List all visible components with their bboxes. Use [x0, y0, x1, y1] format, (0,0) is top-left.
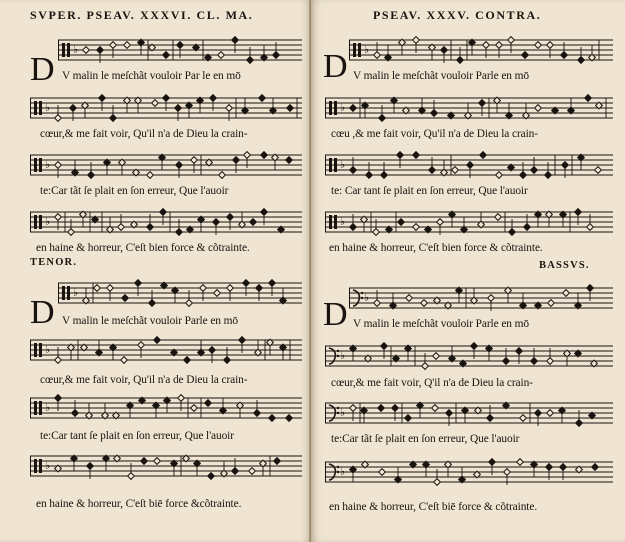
svg-text:♭: ♭ — [45, 343, 51, 356]
left-staff-7 — [30, 388, 302, 428]
left-lyric-7: te:Car tant ſe plait en ſon erreur, Que l'auoir — [40, 430, 234, 442]
svg-text:♭: ♭ — [73, 43, 79, 56]
left-lyric-5: V malin le meſchãt vouloir Parle en mō — [62, 315, 238, 327]
left-lyric-2: cœur,& me fait voir, Qu'il n'a de Dieu la crain- — [40, 128, 248, 140]
right-lyric-1: V malin le meſchãt vouloir Parle en mō — [353, 70, 529, 82]
right-page — [311, 0, 625, 542]
right-dropcap-contra: D — [323, 48, 348, 85]
left-staff-2 — [30, 88, 302, 128]
right-dropcap-bassus: D — [323, 296, 348, 333]
left-lyric-8: en haine & horreur, C'eſt biē force &cõtrainte. — [36, 498, 242, 510]
right-staff-3 — [325, 145, 613, 185]
left-page-header: SVPER. PSEAV. XXXVI. CL. MA. — [30, 8, 254, 22]
left-staff-3 — [30, 145, 302, 185]
left-staff-8 — [30, 446, 302, 486]
left-page — [0, 0, 311, 542]
voice-label-bassus: BASSVS. — [539, 260, 590, 271]
right-lyric-2: cœu ,& me fait voir, Qu'il n'a de Dieu la crain- — [331, 128, 538, 140]
svg-text:♭: ♭ — [45, 101, 51, 114]
left-dropcap-superius: D — [30, 51, 55, 88]
left-staff-6 — [30, 330, 302, 370]
left-lyric-1: V malin le meſchãt vouloir Par le en mō — [62, 70, 241, 82]
svg-text:♭: ♭ — [340, 465, 346, 478]
right-lyric-7: te:Car tãt ſe plait en ſon erreur, Que l'auoir — [331, 433, 520, 445]
left-staff-5 — [58, 273, 302, 313]
right-staff-1 — [349, 30, 613, 70]
voice-label-tenor: TENOR. — [30, 257, 78, 268]
right-page-header: PSEAV. XXXV. CONTRA. — [373, 8, 542, 22]
left-lyric-4: en haine & horreur, C'eſt bien force & cõtrainte. — [36, 242, 250, 254]
svg-text:♭: ♭ — [73, 286, 79, 299]
right-staff-8 — [325, 452, 613, 492]
svg-text:♭: ♭ — [45, 401, 51, 414]
svg-text:♭: ♭ — [340, 158, 346, 171]
svg-text:♭: ♭ — [340, 101, 346, 114]
right-staff-6 — [325, 336, 613, 376]
svg-text:♭: ♭ — [364, 291, 370, 304]
svg-text:♭: ♭ — [340, 215, 346, 228]
right-lyric-6: cœur,& me fait voir, Q'il n'a de Dieu la crain- — [331, 377, 533, 389]
left-staff-4 — [30, 202, 302, 242]
svg-text:♭: ♭ — [364, 43, 370, 56]
right-staff-4 — [325, 202, 613, 242]
left-lyric-6: cœur,& me fait voir, Qu'il n'a de Dieu la crain- — [40, 374, 248, 386]
svg-text:♭: ♭ — [45, 215, 51, 228]
right-lyric-8: en haine & horreur, C'eſt biē force & cõtrainte. — [329, 501, 538, 513]
svg-text:♭: ♭ — [340, 406, 346, 419]
svg-text:♭: ♭ — [45, 158, 51, 171]
right-lyric-3: te: Car tant ſe plait en ſon erreur, Que l'auoir — [331, 185, 528, 197]
left-staff-1 — [58, 30, 302, 70]
right-staff-5 — [349, 278, 613, 318]
left-dropcap-tenor: D — [30, 294, 55, 331]
left-lyric-3: te:Car tãt ſe plait en ſon erreur, Que l'auoir — [40, 185, 229, 197]
right-lyric-4: en haine & horreur, C'eſt bien force & cõtrainte. — [329, 242, 543, 254]
svg-text:♭: ♭ — [340, 349, 346, 362]
right-lyric-5: V malin le meſchãt vouloir Parle en mō — [353, 318, 529, 330]
svg-text:♭: ♭ — [45, 459, 51, 472]
right-staff-7 — [325, 393, 613, 433]
right-staff-2 — [325, 88, 613, 128]
